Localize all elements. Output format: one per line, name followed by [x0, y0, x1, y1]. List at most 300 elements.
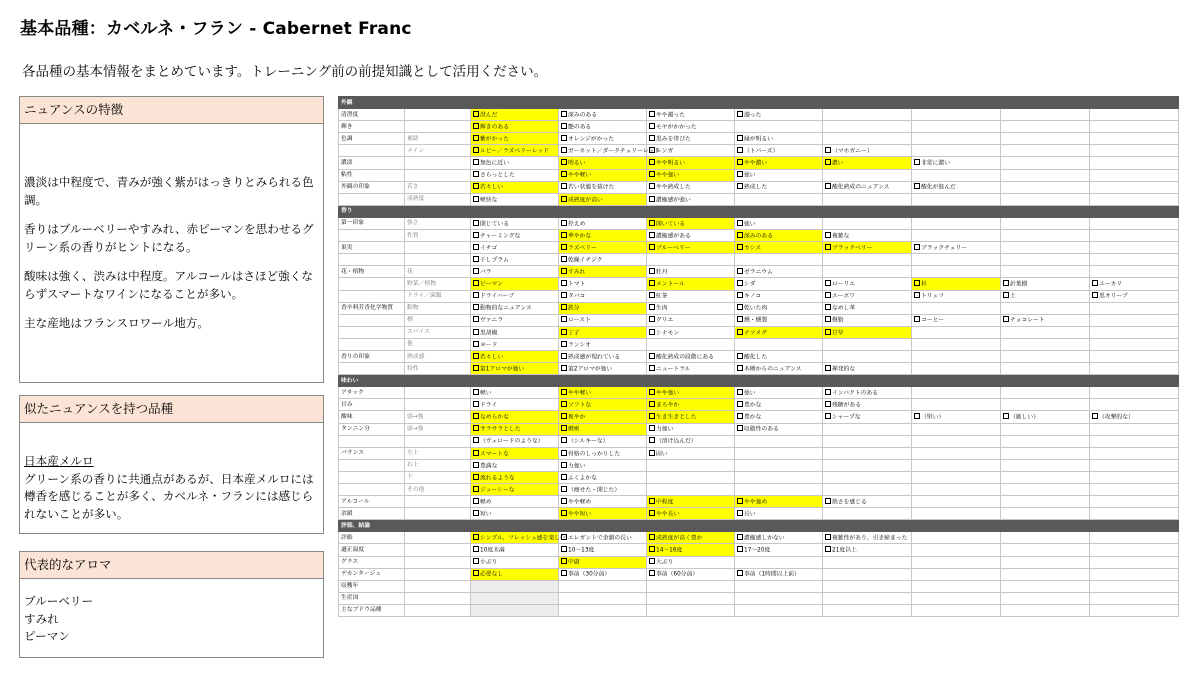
checkbox-icon[interactable] — [473, 462, 479, 468]
option-cell[interactable] — [559, 181, 647, 193]
option-cell[interactable] — [559, 423, 647, 435]
checkbox-icon[interactable] — [473, 220, 479, 226]
checkbox-icon[interactable] — [561, 244, 567, 250]
option-cell[interactable] — [471, 387, 559, 399]
option-cell[interactable] — [735, 411, 823, 423]
checkbox-icon[interactable] — [649, 220, 655, 226]
checkbox-icon[interactable] — [737, 413, 743, 419]
option-cell[interactable] — [559, 266, 647, 278]
option-cell[interactable] — [823, 290, 912, 302]
checkbox-icon[interactable] — [649, 329, 655, 335]
checkbox-icon[interactable] — [737, 244, 743, 250]
checkbox-icon[interactable] — [825, 498, 831, 504]
option-cell[interactable] — [912, 411, 1001, 423]
option-cell[interactable] — [559, 399, 647, 411]
checkbox-icon[interactable] — [561, 389, 567, 395]
checkbox-icon[interactable] — [825, 280, 831, 286]
checkbox-icon[interactable] — [473, 546, 479, 552]
option-cell[interactable] — [471, 266, 559, 278]
option-cell[interactable] — [647, 363, 735, 375]
checkbox-icon[interactable] — [561, 232, 567, 238]
checkbox-icon[interactable] — [473, 413, 479, 419]
option-cell[interactable] — [471, 363, 559, 375]
checkbox-icon[interactable] — [473, 183, 479, 189]
option-cell[interactable] — [912, 242, 1001, 254]
option-cell[interactable] — [823, 242, 912, 254]
checkbox-icon[interactable] — [649, 546, 655, 552]
option-cell[interactable] — [735, 532, 823, 544]
checkbox-icon[interactable] — [561, 280, 567, 286]
option-cell[interactable] — [471, 230, 559, 242]
checkbox-icon[interactable] — [1003, 280, 1009, 286]
option-cell[interactable] — [823, 326, 912, 338]
checkbox-icon[interactable] — [561, 425, 567, 431]
checkbox-icon[interactable] — [561, 111, 567, 117]
checkbox-icon[interactable] — [473, 486, 479, 492]
checkbox-icon[interactable] — [473, 353, 479, 359]
option-cell[interactable] — [471, 181, 559, 193]
option-cell[interactable] — [1090, 290, 1179, 302]
checkbox-icon[interactable] — [561, 413, 567, 419]
checkbox-icon[interactable] — [649, 558, 655, 564]
checkbox-icon[interactable] — [561, 329, 567, 335]
checkbox-icon[interactable] — [737, 159, 743, 165]
option-cell[interactable] — [647, 266, 735, 278]
option-cell[interactable] — [471, 471, 559, 483]
checkbox-icon[interactable] — [737, 135, 743, 141]
checkbox-icon[interactable] — [914, 244, 920, 250]
checkbox-icon[interactable] — [649, 244, 655, 250]
option-cell[interactable] — [735, 145, 823, 157]
option-cell[interactable] — [647, 387, 735, 399]
option-cell[interactable] — [735, 496, 823, 508]
checkbox-icon[interactable] — [825, 147, 831, 153]
option-cell[interactable] — [823, 230, 912, 242]
checkbox-icon[interactable] — [561, 196, 567, 202]
option-cell[interactable] — [559, 338, 647, 350]
checkbox-icon[interactable] — [473, 111, 479, 117]
checkbox-icon[interactable] — [561, 570, 567, 576]
checkbox-icon[interactable] — [737, 304, 743, 310]
checkbox-icon[interactable] — [825, 389, 831, 395]
option-cell[interactable] — [559, 145, 661, 157]
checkbox-icon[interactable] — [473, 147, 479, 153]
option-cell[interactable] — [735, 157, 823, 169]
option-cell[interactable] — [912, 181, 1001, 193]
option-cell[interactable] — [471, 350, 559, 362]
option-cell[interactable] — [471, 314, 559, 326]
option-cell[interactable] — [559, 447, 647, 459]
checkbox-icon[interactable] — [561, 353, 567, 359]
checkbox-icon[interactable] — [561, 220, 567, 226]
option-cell[interactable] — [559, 363, 647, 375]
checkbox-icon[interactable] — [473, 244, 479, 250]
checkbox-icon[interactable] — [561, 498, 567, 504]
option-cell[interactable] — [735, 387, 823, 399]
checkbox-icon[interactable] — [649, 135, 655, 141]
checkbox-icon[interactable] — [473, 570, 479, 576]
checkbox-icon[interactable] — [649, 196, 655, 202]
option-cell[interactable] — [735, 350, 823, 362]
option-cell[interactable] — [735, 290, 823, 302]
checkbox-icon[interactable] — [737, 232, 743, 238]
checkbox-icon[interactable] — [473, 534, 479, 540]
checkbox-icon[interactable] — [561, 486, 567, 492]
checkbox-icon[interactable] — [473, 304, 479, 310]
option-cell[interactable] — [647, 133, 735, 145]
option-cell[interactable] — [647, 290, 735, 302]
option-cell[interactable] — [735, 314, 823, 326]
checkbox-icon[interactable] — [737, 111, 743, 117]
option-cell[interactable] — [823, 157, 912, 169]
option-cell[interactable] — [471, 278, 559, 290]
checkbox-icon[interactable] — [473, 123, 479, 129]
checkbox-icon[interactable] — [561, 510, 567, 516]
checkbox-icon[interactable] — [649, 437, 655, 443]
option-cell[interactable] — [823, 532, 912, 544]
option-cell[interactable] — [647, 157, 735, 169]
option-cell[interactable] — [647, 532, 735, 544]
option-cell[interactable] — [559, 121, 647, 133]
option-cell[interactable] — [1090, 411, 1179, 423]
option-cell[interactable] — [559, 302, 647, 314]
checkbox-icon[interactable] — [737, 510, 743, 516]
option-cell[interactable] — [647, 278, 735, 290]
option-cell[interactable] — [471, 302, 559, 314]
option-cell[interactable] — [559, 278, 647, 290]
checkbox-icon[interactable] — [737, 268, 743, 274]
option-cell[interactable] — [1090, 278, 1179, 290]
checkbox-icon[interactable] — [561, 171, 567, 177]
option-cell[interactable] — [471, 338, 559, 350]
option-cell[interactable] — [471, 290, 559, 302]
option-cell[interactable] — [471, 254, 559, 266]
option-cell[interactable] — [735, 181, 823, 193]
checkbox-icon[interactable] — [649, 353, 655, 359]
checkbox-icon[interactable] — [473, 280, 479, 286]
checkbox-icon[interactable] — [737, 171, 743, 177]
checkbox-icon[interactable] — [649, 183, 655, 189]
option-cell[interactable] — [471, 556, 559, 568]
option-cell[interactable] — [735, 568, 823, 580]
option-cell[interactable] — [735, 169, 823, 181]
checkbox-icon[interactable] — [1003, 413, 1009, 419]
option-cell[interactable] — [1001, 278, 1090, 290]
checkbox-icon[interactable] — [649, 413, 655, 419]
option-cell[interactable] — [735, 242, 823, 254]
option-cell[interactable] — [735, 544, 823, 556]
checkbox-icon[interactable] — [649, 268, 655, 274]
checkbox-icon[interactable] — [473, 159, 479, 165]
checkbox-icon[interactable] — [473, 329, 479, 335]
option-cell[interactable] — [471, 484, 559, 496]
checkbox-icon[interactable] — [473, 268, 479, 274]
checkbox-icon[interactable] — [649, 232, 655, 238]
option-cell[interactable] — [471, 435, 559, 447]
checkbox-icon[interactable] — [473, 425, 479, 431]
checkbox-icon[interactable] — [473, 341, 479, 347]
option-cell[interactable] — [559, 459, 647, 471]
option-cell[interactable] — [471, 544, 559, 556]
option-cell[interactable] — [823, 145, 912, 157]
checkbox-icon[interactable] — [825, 232, 831, 238]
option-cell[interactable] — [471, 133, 559, 145]
checkbox-icon[interactable] — [914, 316, 920, 322]
option-cell[interactable] — [559, 556, 647, 568]
checkbox-icon[interactable] — [561, 462, 567, 468]
option-cell[interactable] — [471, 411, 559, 423]
checkbox-icon[interactable] — [561, 123, 567, 129]
checkbox-icon[interactable] — [649, 304, 655, 310]
option-cell[interactable] — [471, 423, 559, 435]
checkbox-icon[interactable] — [561, 268, 567, 274]
option-cell[interactable] — [647, 242, 735, 254]
checkbox-icon[interactable] — [737, 183, 743, 189]
checkbox-icon[interactable] — [561, 135, 567, 141]
checkbox-icon[interactable] — [914, 159, 920, 165]
option-cell[interactable] — [1001, 314, 1090, 326]
option-cell[interactable] — [559, 314, 647, 326]
checkbox-icon[interactable] — [473, 389, 479, 395]
checkbox-icon[interactable] — [914, 280, 920, 286]
option-cell[interactable] — [559, 544, 647, 556]
option-cell[interactable] — [559, 157, 647, 169]
checkbox-icon[interactable] — [825, 304, 831, 310]
option-cell[interactable] — [647, 145, 735, 157]
checkbox-icon[interactable] — [649, 389, 655, 395]
checkbox-icon[interactable] — [649, 111, 655, 117]
checkbox-icon[interactable] — [561, 341, 567, 347]
checkbox-icon[interactable] — [473, 498, 479, 504]
option-cell[interactable] — [823, 387, 912, 399]
checkbox-icon[interactable] — [473, 292, 479, 298]
option-cell[interactable] — [912, 290, 1001, 302]
option-cell[interactable] — [647, 302, 735, 314]
checkbox-icon[interactable] — [561, 256, 567, 262]
option-cell[interactable] — [735, 230, 823, 242]
checkbox-icon[interactable] — [561, 159, 567, 165]
checkbox-icon[interactable] — [649, 147, 655, 153]
option-cell[interactable] — [471, 157, 559, 169]
checkbox-icon[interactable] — [473, 558, 479, 564]
option-cell[interactable] — [735, 302, 823, 314]
checkbox-icon[interactable] — [473, 196, 479, 202]
option-cell[interactable] — [471, 326, 559, 338]
checkbox-icon[interactable] — [561, 534, 567, 540]
option-cell[interactable] — [647, 169, 735, 181]
checkbox-icon[interactable] — [737, 401, 743, 407]
checkbox-icon[interactable] — [473, 450, 479, 456]
checkbox-icon[interactable] — [1092, 413, 1098, 419]
option-cell[interactable] — [823, 314, 912, 326]
checkbox-icon[interactable] — [737, 534, 743, 540]
option-cell[interactable] — [647, 447, 735, 459]
option-cell[interactable] — [735, 423, 823, 435]
option-cell[interactable] — [647, 193, 735, 205]
option-cell[interactable] — [912, 278, 1001, 290]
checkbox-icon[interactable] — [649, 401, 655, 407]
option-cell[interactable] — [735, 133, 823, 145]
option-cell[interactable] — [647, 121, 735, 133]
checkbox-icon[interactable] — [914, 413, 920, 419]
option-cell[interactable] — [559, 568, 647, 580]
checkbox-icon[interactable] — [737, 280, 743, 286]
checkbox-icon[interactable] — [737, 329, 743, 335]
checkbox-icon[interactable] — [473, 232, 479, 238]
option-cell[interactable] — [647, 230, 735, 242]
option-cell[interactable] — [823, 411, 912, 423]
option-cell[interactable] — [735, 508, 823, 520]
checkbox-icon[interactable] — [649, 534, 655, 540]
checkbox-icon[interactable] — [473, 256, 479, 262]
checkbox-icon[interactable] — [561, 437, 567, 443]
checkbox-icon[interactable] — [737, 498, 743, 504]
checkbox-icon[interactable] — [825, 292, 831, 298]
option-cell[interactable] — [471, 121, 559, 133]
checkbox-icon[interactable] — [825, 159, 831, 165]
checkbox-icon[interactable] — [649, 365, 655, 371]
option-cell[interactable] — [823, 181, 912, 193]
checkbox-icon[interactable] — [561, 365, 567, 371]
option-cell[interactable] — [471, 242, 559, 254]
checkbox-icon[interactable] — [737, 220, 743, 226]
option-cell[interactable] — [1001, 411, 1090, 423]
option-cell[interactable] — [559, 109, 647, 121]
checkbox-icon[interactable] — [561, 558, 567, 564]
option-cell[interactable] — [735, 399, 823, 411]
checkbox-icon[interactable] — [561, 304, 567, 310]
option-cell[interactable] — [647, 496, 735, 508]
checkbox-icon[interactable] — [825, 401, 831, 407]
checkbox-icon[interactable] — [649, 510, 655, 516]
checkbox-icon[interactable] — [737, 365, 743, 371]
option-cell[interactable] — [559, 290, 647, 302]
option-cell[interactable] — [647, 435, 735, 447]
option-cell[interactable] — [559, 471, 647, 483]
option-cell[interactable] — [559, 484, 647, 496]
option-cell[interactable] — [471, 109, 559, 121]
checkbox-icon[interactable] — [825, 244, 831, 250]
checkbox-icon[interactable] — [737, 353, 743, 359]
checkbox-icon[interactable] — [737, 546, 743, 552]
option-cell[interactable] — [647, 556, 735, 568]
option-cell[interactable] — [735, 278, 823, 290]
option-cell[interactable] — [471, 532, 566, 544]
checkbox-icon[interactable] — [561, 546, 567, 552]
option-cell[interactable] — [559, 254, 647, 266]
option-cell[interactable] — [647, 314, 735, 326]
option-cell[interactable] — [471, 169, 559, 181]
checkbox-icon[interactable] — [737, 147, 743, 153]
checkbox-icon[interactable] — [473, 474, 479, 480]
checkbox-icon[interactable] — [649, 292, 655, 298]
option-cell[interactable] — [559, 230, 647, 242]
option-cell[interactable] — [912, 314, 1001, 326]
checkbox-icon[interactable] — [561, 316, 567, 322]
checkbox-icon[interactable] — [914, 292, 920, 298]
checkbox-icon[interactable] — [737, 425, 743, 431]
option-cell[interactable] — [471, 447, 559, 459]
checkbox-icon[interactable] — [737, 316, 743, 322]
option-cell[interactable] — [559, 242, 647, 254]
option-cell[interactable] — [471, 217, 559, 229]
option-cell[interactable] — [559, 496, 647, 508]
option-cell[interactable] — [647, 399, 735, 411]
option-cell[interactable] — [647, 411, 735, 423]
checkbox-icon[interactable] — [649, 171, 655, 177]
option-cell[interactable] — [559, 508, 647, 520]
option-cell[interactable] — [647, 326, 735, 338]
checkbox-icon[interactable] — [561, 292, 567, 298]
checkbox-icon[interactable] — [737, 570, 743, 576]
option-cell[interactable] — [559, 169, 647, 181]
option-cell[interactable] — [647, 544, 735, 556]
option-cell[interactable] — [559, 217, 647, 229]
checkbox-icon[interactable] — [473, 365, 479, 371]
checkbox-icon[interactable] — [561, 147, 567, 153]
checkbox-icon[interactable] — [473, 135, 479, 141]
option-cell[interactable] — [471, 145, 559, 157]
checkbox-icon[interactable] — [649, 280, 655, 286]
option-cell[interactable] — [823, 544, 912, 556]
option-cell[interactable] — [823, 278, 912, 290]
checkbox-icon[interactable] — [561, 450, 567, 456]
checkbox-icon[interactable] — [649, 316, 655, 322]
checkbox-icon[interactable] — [825, 365, 831, 371]
checkbox-icon[interactable] — [473, 401, 479, 407]
checkbox-icon[interactable] — [561, 474, 567, 480]
checkbox-icon[interactable] — [1092, 292, 1098, 298]
option-cell[interactable] — [735, 326, 823, 338]
option-cell[interactable] — [735, 109, 823, 121]
checkbox-icon[interactable] — [1003, 292, 1009, 298]
option-cell[interactable] — [647, 109, 735, 121]
checkbox-icon[interactable] — [649, 450, 655, 456]
checkbox-icon[interactable] — [825, 546, 831, 552]
checkbox-icon[interactable] — [825, 329, 831, 335]
checkbox-icon[interactable] — [1003, 316, 1009, 322]
option-cell[interactable] — [823, 496, 912, 508]
option-cell[interactable] — [559, 193, 647, 205]
checkbox-icon[interactable] — [825, 534, 831, 540]
checkbox-icon[interactable] — [561, 183, 567, 189]
checkbox-icon[interactable] — [1092, 280, 1098, 286]
option-cell[interactable] — [823, 399, 912, 411]
option-cell[interactable] — [559, 387, 647, 399]
option-cell[interactable] — [559, 435, 647, 447]
option-cell[interactable] — [471, 568, 559, 580]
checkbox-icon[interactable] — [473, 437, 479, 443]
checkbox-icon[interactable] — [649, 498, 655, 504]
option-cell[interactable] — [559, 133, 647, 145]
checkbox-icon[interactable] — [649, 123, 655, 129]
option-cell[interactable] — [559, 532, 647, 544]
checkbox-icon[interactable] — [825, 316, 831, 322]
checkbox-icon[interactable] — [914, 183, 920, 189]
option-cell[interactable] — [559, 411, 647, 423]
option-cell[interactable] — [471, 496, 559, 508]
checkbox-icon[interactable] — [473, 171, 479, 177]
option-cell[interactable] — [471, 193, 559, 205]
option-cell[interactable] — [912, 157, 1001, 169]
option-cell[interactable] — [823, 363, 912, 375]
checkbox-icon[interactable] — [737, 292, 743, 298]
checkbox-icon[interactable] — [473, 316, 479, 322]
checkbox-icon[interactable] — [737, 389, 743, 395]
checkbox-icon[interactable] — [825, 413, 831, 419]
option-cell[interactable] — [1001, 290, 1090, 302]
checkbox-icon[interactable] — [825, 183, 831, 189]
